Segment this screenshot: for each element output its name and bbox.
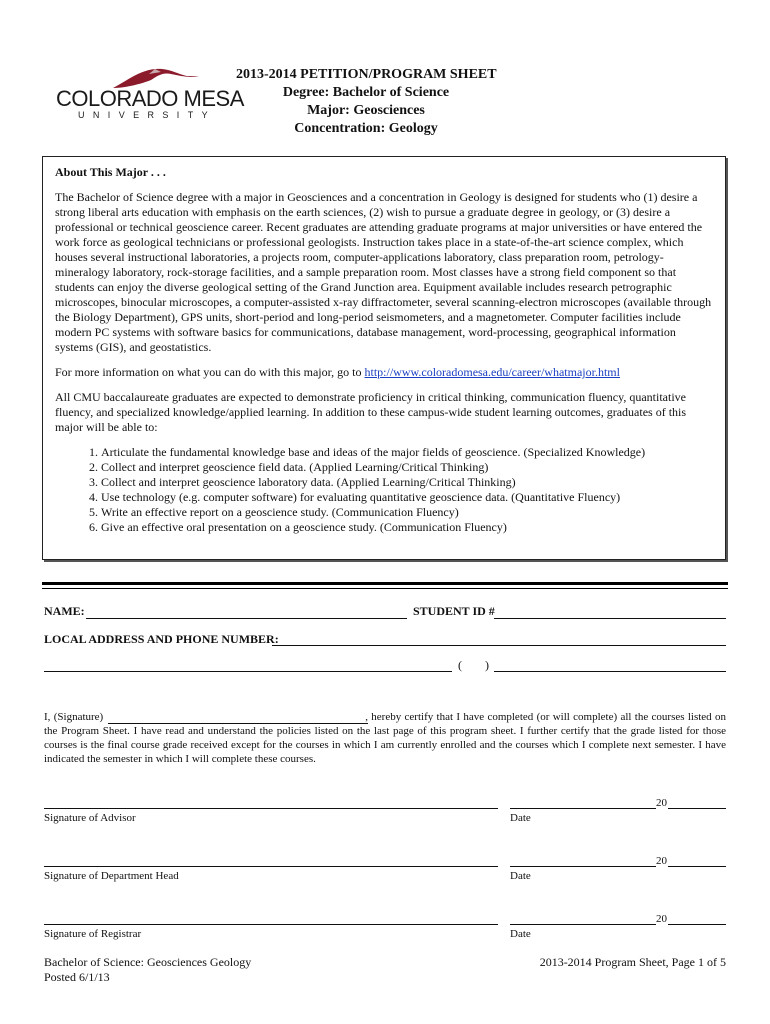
certify-prefix: I, (Signature) bbox=[44, 711, 104, 723]
registrar-signature-label: Signature of Registrar bbox=[44, 928, 142, 940]
major-line: Major: Geosciences bbox=[307, 103, 425, 118]
advisor-date-label: Date bbox=[510, 812, 531, 824]
advisor-year-field[interactable] bbox=[668, 807, 726, 809]
advisor-year-prefix: 20 bbox=[656, 797, 667, 809]
dept-head-year-field[interactable] bbox=[668, 865, 726, 867]
certify-text: , hereby certify that I have completed (or will complete) all the courses listed on the Program Sheet. I have read and understand the policies listed on the last page of this program sheet. I further certify that the grade listed for those courses is the final course grade received except for the courses in which I am currently enrolled and the courses which I complete next semester. I have indicated the semester in which I will complete these courses. bbox=[44, 711, 726, 765]
outcome-item: 6. Give an effective oral presentation on a geoscience study. (Communication Fluency) bbox=[101, 520, 715, 535]
address-field-line2[interactable] bbox=[44, 670, 452, 672]
student-id-field[interactable] bbox=[494, 617, 726, 619]
footer-posted: Posted 6/1/13 bbox=[44, 970, 110, 984]
outcome-item: 4. Use technology (e.g. computer software) for evaluating quantitative geoscience data. (Quantitative Fluency) bbox=[101, 490, 715, 505]
outcome-item: 2. Collect and interpret geoscience field data. (Applied Learning/Critical Thinking) bbox=[101, 460, 715, 475]
name-label: NAME: bbox=[44, 604, 85, 618]
student-id-label: STUDENT ID # bbox=[413, 604, 495, 618]
about-heading: About This Major . . . bbox=[55, 165, 166, 179]
university-logo bbox=[56, 66, 244, 126]
registrar-signature-field[interactable] bbox=[44, 923, 498, 925]
dept-head-date-field[interactable] bbox=[510, 865, 656, 867]
sheet-title: 2013-2014 PETITION/PROGRAM SHEET bbox=[236, 67, 497, 82]
outcomes-intro: All CMU baccalaureate graduates are expected to demonstrate proficiency in critical thinking, communication fluency, quantitative fluency, and specialized knowledge/applied learning. In addition to these campus-wide student learning outcomes, graduates of this major will be able to: bbox=[55, 390, 687, 434]
phone-area-open: ( bbox=[458, 658, 462, 672]
phone-area-close: ) bbox=[485, 658, 489, 672]
registrar-date-label: Date bbox=[510, 928, 531, 940]
name-field[interactable] bbox=[86, 617, 407, 619]
phone-field[interactable] bbox=[494, 670, 726, 672]
outcome-item: 5. Write an effective report on a geoscience study. (Communication Fluency) bbox=[101, 505, 715, 520]
advisor-signature-field[interactable] bbox=[44, 807, 498, 809]
section-divider bbox=[42, 582, 728, 585]
registrar-date-field[interactable] bbox=[510, 923, 656, 925]
dept-head-year-prefix: 20 bbox=[656, 855, 667, 867]
more-info-line bbox=[55, 365, 715, 380]
career-link[interactable]: http://www.coloradomesa.edu/career/whatmajor.html bbox=[364, 365, 620, 379]
address-label: LOCAL ADDRESS AND PHONE NUMBER: bbox=[44, 632, 279, 646]
outcome-item: 1. Articulate the fundamental knowledge base and ideas of the major fields of geoscience. (Specialized Knowledge) bbox=[101, 445, 715, 460]
more-info-text: For more information on what you can do with this major, go to bbox=[55, 365, 365, 379]
concentration-line: Concentration: Geology bbox=[294, 121, 438, 136]
registrar-year-prefix: 20 bbox=[656, 913, 667, 925]
footer-page-info: 2013-2014 Program Sheet, Page 1 of 5 bbox=[539, 955, 726, 969]
outcomes-list bbox=[55, 445, 715, 535]
section-divider-thin bbox=[42, 588, 728, 589]
address-field[interactable] bbox=[272, 644, 726, 646]
degree-line: Degree: Bachelor of Science bbox=[282, 85, 450, 100]
footer-left bbox=[44, 955, 251, 985]
about-description: The Bachelor of Science degree with a major in Geosciences and a concentration in Geology is designed for students who (1) desire a strong liberal arts education with emphasis on the earth sciences, (2) wish to pursue a graduate degree in geology, or (3) desire a professional or technical geoscience career. Recent graduates are attending graduate programs at major universities or have entered the work force as geological technicians or professional geologists. Instruction takes place in a state-of-the-art science complex, which houses several instructional laboratories, a projects room, computer-applications laboratory, class preparation room, petrology-mineralogy laboratory, rock-storage facilities, and a sample preparation room. Most classes have a strong field component so that students can enjoy the diverse geological setting of the Grand Junction area. Equipment available includes research petrographic microscopes, binocular microscopes, a computer-assisted x-ray diffractometer, several scanning-electron microscopes (available through the Biology Department), GPS units, short-period and long-period seismometers, and a magnetometer. Computer facilities include modern PC systems with software basics for communications, database management, word-processing, geographical information systems (GIS), and geostatistics. bbox=[55, 190, 712, 354]
dept-head-signature-field[interactable] bbox=[44, 865, 498, 867]
footer-program: Bachelor of Science: Geosciences Geology bbox=[44, 955, 252, 969]
logo-subtitle: UNIVERSITY bbox=[78, 110, 217, 120]
logo-wordmark: COLORADO MESA bbox=[56, 86, 244, 111]
dept-head-date-label: Date bbox=[510, 870, 531, 882]
outcome-item: 3. Collect and interpret geoscience laboratory data. (Applied Learning/Critical Thinking) bbox=[101, 475, 715, 490]
document-header bbox=[236, 66, 496, 138]
about-major-box bbox=[42, 156, 726, 560]
registrar-year-field[interactable] bbox=[668, 923, 726, 925]
dept-head-signature-label: Signature of Department Head bbox=[44, 870, 179, 882]
certification-statement bbox=[44, 710, 726, 766]
advisor-signature-label: Signature of Advisor bbox=[44, 812, 136, 824]
advisor-date-field[interactable] bbox=[510, 807, 656, 809]
